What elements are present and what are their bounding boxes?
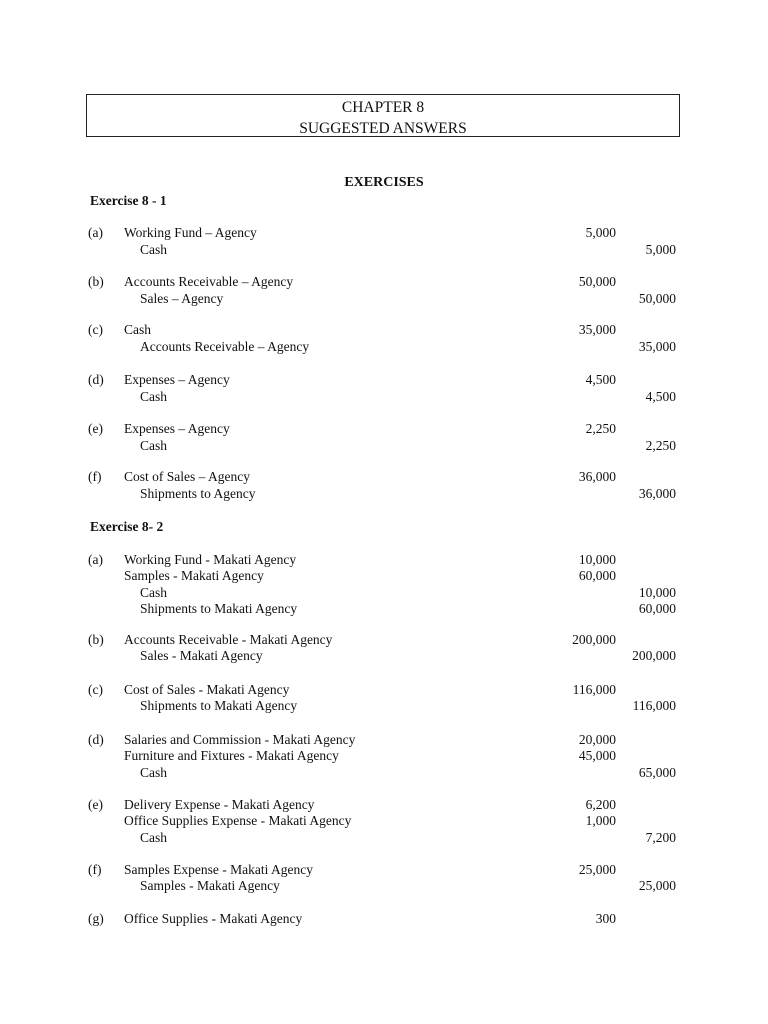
account-name: Sales - Makati Agency	[140, 648, 263, 663]
credit-amount: 65,000	[638, 764, 676, 780]
entry-letter: (a)	[88, 552, 103, 567]
entry-letter: (c)	[88, 682, 103, 697]
journal-line	[0, 322, 768, 338]
debit-amount: 116,000	[572, 682, 616, 697]
journal-line	[0, 291, 768, 307]
credit-amount: 4,500	[645, 389, 676, 404]
journal-line	[0, 486, 768, 502]
account-name: Samples - Makati Agency	[124, 568, 264, 584]
account-name: Cash	[140, 829, 167, 845]
credit-amount: 2,250	[645, 438, 676, 453]
journal-line	[0, 225, 768, 241]
journal-line	[0, 862, 768, 878]
account-name: Accounts Receivable - Makati Agency	[124, 632, 333, 647]
debit-amount: 300	[595, 911, 616, 926]
credit-amount: 10,000	[638, 584, 676, 600]
exercise-heading: Exercise 8- 2	[90, 519, 164, 534]
entry-letter: (f)	[88, 469, 102, 484]
account-name: Accounts Receivable – Agency	[124, 274, 294, 289]
account-name: Sales – Agency	[140, 291, 224, 306]
entry-letter: (g)	[88, 911, 104, 926]
credit-amount: 5,000	[645, 242, 676, 257]
entry-letter: (e)	[88, 421, 103, 436]
journal-line	[0, 372, 768, 388]
debit-amount: 10,000	[578, 552, 616, 567]
journal-line	[0, 648, 768, 664]
account-name: Cash	[124, 322, 151, 337]
account-name: Expenses – Agency	[124, 372, 230, 387]
debit-amount: 5,000	[585, 225, 616, 240]
account-name: Cash	[140, 389, 167, 404]
journal-line	[0, 421, 768, 437]
account-name: Cost of Sales - Makati Agency	[124, 682, 290, 697]
journal-line	[0, 813, 768, 829]
chapter-title: CHAPTER 8	[341, 99, 425, 116]
account-name: Cash	[140, 584, 167, 600]
credit-amount: 60,000	[638, 600, 676, 616]
journal-line	[0, 682, 768, 698]
debit-amount: 2,250	[585, 421, 616, 436]
credit-amount: 7,200	[645, 829, 676, 845]
account-name: Cash	[140, 764, 167, 780]
journal-line	[0, 552, 768, 568]
account-name: Working Fund – Agency	[124, 225, 257, 240]
journal-line	[0, 830, 768, 846]
debit-amount: 60,000	[578, 568, 616, 584]
journal-line	[0, 601, 768, 617]
journal-line	[0, 911, 768, 927]
account-name: Samples - Makati Agency	[140, 878, 280, 893]
debit-amount: 6,200	[585, 797, 616, 812]
journal-line	[0, 632, 768, 648]
entry-letter: (e)	[88, 797, 103, 812]
account-name: Delivery Expense - Makati Agency	[124, 797, 315, 812]
debit-amount: 36,000	[578, 469, 616, 484]
entry-letter: (b)	[88, 274, 104, 289]
debit-amount: 200,000	[572, 632, 616, 647]
credit-amount: 36,000	[638, 486, 676, 501]
credit-amount: 116,000	[632, 698, 676, 713]
entry-letter: (c)	[88, 322, 103, 337]
account-name: Office Supplies - Makati Agency	[124, 911, 303, 926]
credit-amount: 25,000	[638, 878, 676, 893]
account-name: Salaries and Commission - Makati Agency	[124, 732, 356, 747]
chapter-subtitle: SUGGESTED ANSWERS	[299, 120, 467, 137]
journal-line	[0, 438, 768, 454]
account-name: Furniture and Fixtures - Makati Agency	[124, 748, 339, 764]
account-name: Accounts Receivable – Agency	[140, 339, 310, 354]
journal-line	[0, 748, 768, 764]
debit-amount: 20,000	[578, 732, 616, 747]
exercise-heading: Exercise 8 - 1	[90, 193, 167, 208]
debit-amount: 1,000	[585, 813, 616, 829]
debit-amount: 45,000	[578, 748, 616, 764]
account-name: Cost of Sales – Agency	[124, 469, 250, 484]
entry-letter: (f)	[88, 862, 102, 877]
debit-amount: 50,000	[578, 274, 616, 289]
journal-line	[0, 732, 768, 748]
credit-amount: 200,000	[632, 648, 676, 663]
journal-line	[0, 339, 768, 355]
account-name: Shipments to Makati Agency	[140, 600, 298, 616]
debit-amount: 35,000	[578, 322, 616, 337]
entry-letter: (a)	[88, 225, 103, 240]
debit-amount: 25,000	[578, 862, 616, 877]
chapter-title-box	[86, 94, 680, 137]
journal-line	[0, 797, 768, 813]
account-name: Samples Expense - Makati Agency	[124, 862, 313, 877]
entry-letter: (b)	[88, 632, 104, 647]
account-name: Office Supplies Expense - Makati Agency	[124, 813, 352, 829]
journal-line	[0, 765, 768, 781]
credit-amount: 35,000	[638, 339, 676, 354]
entry-letter: (d)	[88, 372, 104, 387]
section-heading: EXERCISES	[344, 175, 424, 190]
journal-line	[0, 585, 768, 601]
credit-amount: 50,000	[638, 291, 676, 306]
journal-line	[0, 568, 768, 584]
journal-line	[0, 389, 768, 405]
journal-line	[0, 469, 768, 485]
journal-line	[0, 698, 768, 714]
account-name: Cash	[140, 242, 167, 257]
account-name: Shipments to Agency	[140, 486, 256, 501]
debit-amount: 4,500	[585, 372, 616, 387]
account-name: Cash	[140, 438, 167, 453]
journal-line	[0, 878, 768, 894]
account-name: Shipments to Makati Agency	[140, 698, 298, 713]
account-name: Working Fund - Makati Agency	[124, 552, 297, 567]
entry-letter: (d)	[88, 732, 104, 747]
journal-line	[0, 242, 768, 258]
journal-line	[0, 274, 768, 290]
account-name: Expenses – Agency	[124, 421, 230, 436]
